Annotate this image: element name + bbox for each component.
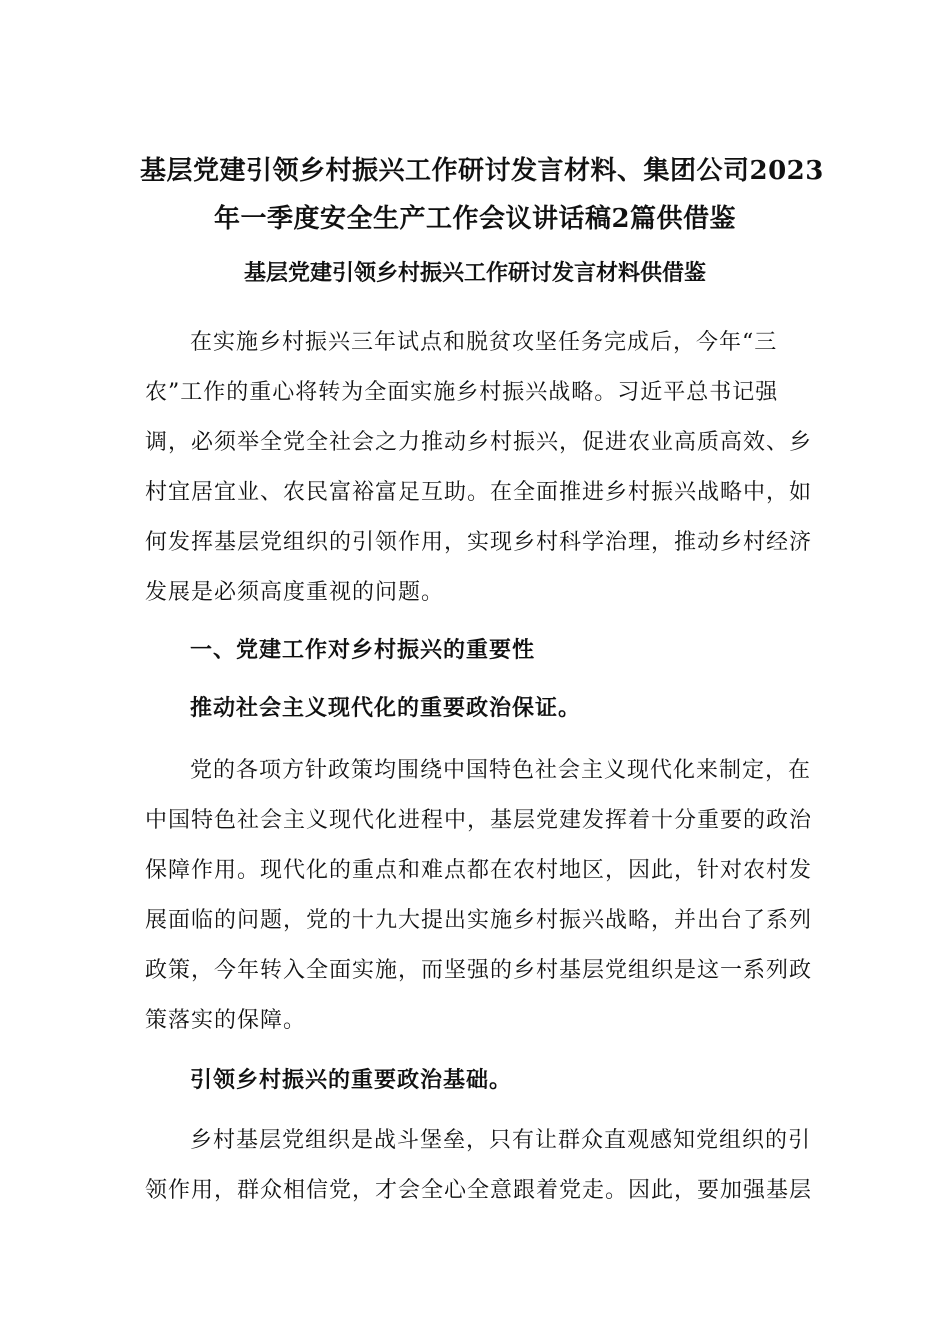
paragraph-2-line: 党的各项方针政策均围绕中国特色社会主义现代化来制定，在: [190, 758, 812, 783]
document-title-line-2: 年一季度安全生产工作会议讲话稿2篇供借鉴: [213, 204, 737, 234]
section-heading-1: 一、党建工作对乡村振兴的重要性: [190, 637, 536, 663]
subsection-heading-2: 引领乡村振兴的重要政治基础。: [190, 1067, 513, 1093]
paragraph-1-line: 在实施乡村振兴三年试点和脱贫攻坚任务完成后，今年“三: [190, 330, 778, 355]
paragraph-1-line: 调，必须举全党全社会之力推动乡村振兴，促进农业高质高效、乡: [145, 430, 813, 455]
document-title-line-1: 基层党建引领乡村振兴工作研讨发言材料、集团公司2023: [140, 156, 824, 186]
paragraph-2-line: 中国特色社会主义现代化进程中，基层党建发挥着十分重要的政治: [145, 808, 813, 833]
paragraph-2-line: 展面临的问题，党的十九大提出实施乡村振兴战略，并出台了系列: [145, 908, 813, 933]
paragraph-2-line: 策落实的保障。: [145, 1008, 307, 1033]
paragraph-1-line: 发展是必须高度重视的问题。: [145, 580, 445, 605]
paragraph-2-line: 政策，今年转入全面实施，而坚强的乡村基层党组织是这一系列政: [145, 958, 813, 983]
subsection-heading-1: 推动社会主义现代化的重要政治保证。: [190, 695, 582, 721]
paragraph-1-line: 村宜居宜业、农民富裕富足互助。在全面推进乡村振兴战略中，如: [145, 480, 813, 505]
paragraph-3-line: 乡村基层党组织是战斗堡垒，只有让群众直观感知党组织的引: [190, 1128, 812, 1153]
document-subtitle: 基层党建引领乡村振兴工作研讨发言材料供借鉴: [243, 260, 706, 286]
paragraph-1-line: 农”工作的重心将转为全面实施乡村振兴战略。习近平总书记强: [145, 380, 779, 405]
paragraph-1-line: 何发挥基层党组织的引领作用，实现乡村科学治理，推动乡村经济: [145, 530, 813, 555]
paragraph-2-line: 保障作用。现代化的重点和难点都在农村地区，因此，针对农村发: [145, 858, 813, 883]
paragraph-3-line: 领作用，群众相信党，才会全心全意跟着党走。因此，要加强基层: [145, 1178, 813, 1203]
